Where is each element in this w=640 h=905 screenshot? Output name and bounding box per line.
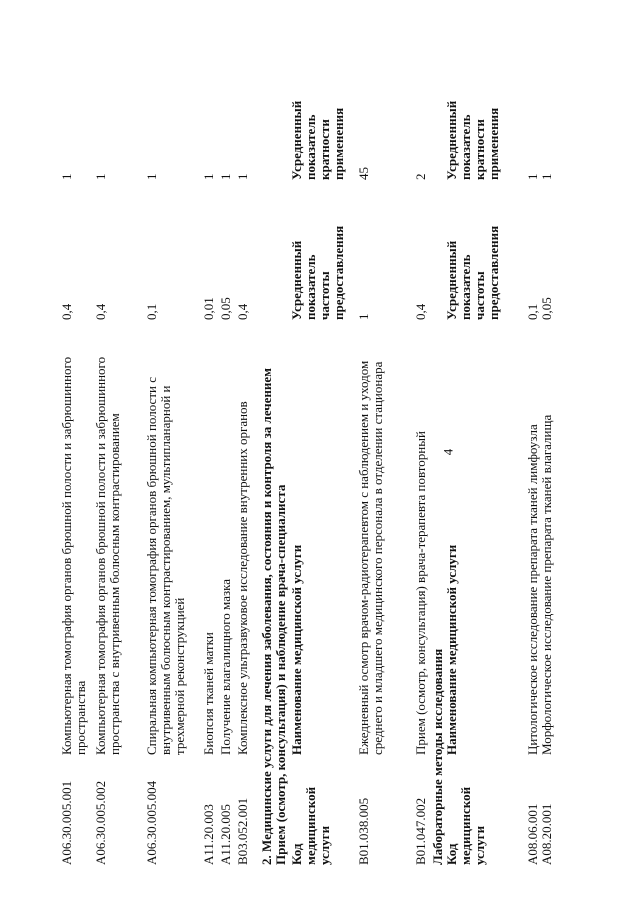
frequency-cell: 0,1 [525,303,540,320]
code-cell: A06.30.005.004 [144,780,159,865]
frequency-cell: 1 [356,313,371,320]
code-cell: B03.052.001 [235,797,250,865]
frequency-cell: 0,05 [218,297,233,320]
frequency-cell: 0,05 [539,297,554,320]
header-multiplicity: Усредненный показатель кратности применения [289,100,346,180]
code-cell: A11.20.005 [218,804,233,865]
frequency-cell: 0,4 [59,303,74,320]
header-frequency: Усредненный показатель частоты предоставления [444,225,501,320]
frequency-cell: 0,4 [413,303,428,320]
multiplicity-cell: 1 [93,173,108,180]
multiplicity-cell: 1 [525,173,540,180]
code-cell: A06.30.005.001 [59,780,74,865]
page-number: 4 [440,448,456,456]
multiplicity-cell: 45 [356,167,371,180]
multiplicity-cell: 1 [235,173,250,180]
name-cell: Комплексное ультразвуковое исследование внутренних органов [235,401,250,755]
name-cell: Прием (осмотр, консультация) врача-терапевта повторный [413,431,428,755]
frequency-cell: 0,4 [235,303,250,320]
name-cell: Биопсия тканей матки [201,632,216,755]
header-code: Код медицинской услуги [289,786,332,865]
multiplicity-cell: 1 [539,173,554,180]
header-name: Наименование медицинской услуги [444,544,459,755]
subsection-title: Прием (осмотр, консультация) и наблюдение врача-специалиста [273,484,288,865]
code-cell: B01.038.005 [356,797,371,865]
rotated-content [60,30,570,880]
code-cell: A08.20.001 [539,803,554,865]
code-cell: A11.20.003 [201,804,216,865]
name-cell: Получение влагалищного мазка [218,579,233,755]
name-cell: Компьютерная томография органов брюшной полости и забрюшинного пространства [59,356,88,755]
multiplicity-cell: 1 [201,173,216,180]
code-cell: B01.047.002 [413,797,428,865]
name-cell: Морфологическое исследование препарата тканей влагалища [539,414,554,755]
name-cell: Компьютерная томография органов брюшной полости и забрюшинного пространства с внутривенным болюсным контрастированием [93,356,122,755]
code-cell: A08.06.001 [525,803,540,865]
header-frequency: Усредненный показатель частоты предоставления [289,225,346,320]
header-code: Код медицинской услуги [444,786,487,865]
name-cell: Спиральная компьютерная томография органов брюшной полости с внутривенным болюсным контрастированием, мультипланарной и трехмерной реконструкцией [144,377,187,755]
frequency-cell: 0,1 [144,303,159,320]
subsection-title: Лабораторные методы исследования [430,648,445,865]
frequency-cell: 0,01 [201,297,216,320]
name-cell: Ежедневный осмотр врачом-радиотерапевтом с наблюдением и уходом среднего и младшего медицинского персонала в отделении стационара [356,360,385,755]
frequency-cell: 0,4 [93,303,108,320]
code-cell: A06.30.005.002 [93,780,108,865]
multiplicity-cell: 1 [59,173,74,180]
multiplicity-cell: 2 [413,173,428,180]
header-name: Наименование медицинской услуги [289,544,304,755]
section-title: 2. Медицинские услуги для лечения заболевания, состояния и контроля за лечением [259,367,274,865]
multiplicity-cell: 1 [144,173,159,180]
header-multiplicity: Усредненный показатель кратности применения [444,100,501,180]
name-cell: Цитологическое исследование препарата тканей лимфоузла [525,424,540,755]
multiplicity-cell: 1 [218,173,233,180]
